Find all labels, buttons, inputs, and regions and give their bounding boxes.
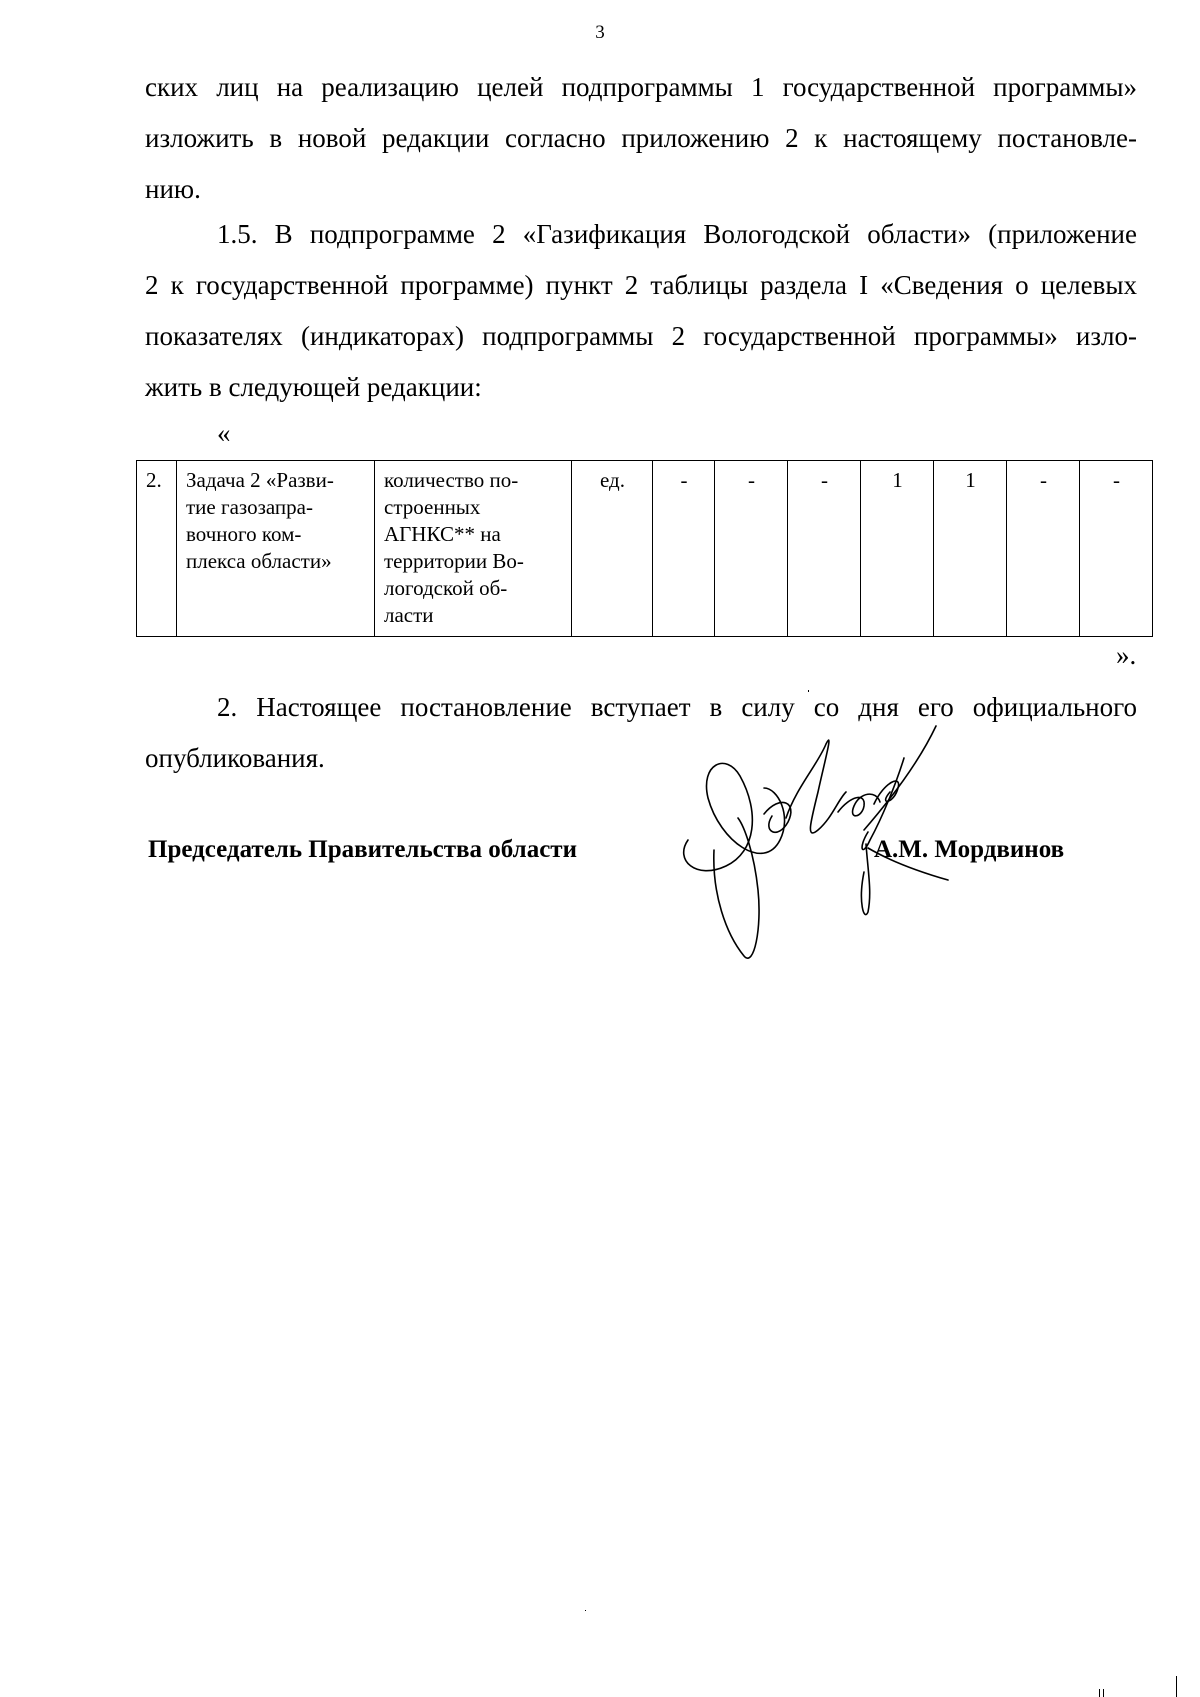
cell-line: количество по- — [384, 468, 519, 492]
text-line: 1.5. В подпрограмме 2 «Газификация Вологодской области» (приложение — [217, 219, 1137, 249]
unit-cell: ед. — [572, 461, 653, 637]
cell-line: вочного ком- — [186, 522, 302, 546]
indicator-table — [136, 460, 1153, 637]
table-open-quote: « — [217, 418, 231, 448]
value-cell: - — [653, 461, 715, 637]
scan-artifact — [1103, 1689, 1104, 1697]
value-cell: - — [715, 461, 788, 637]
scan-artifact — [1176, 1676, 1177, 1697]
cell-line: строенных — [384, 495, 481, 519]
text-line: жить в следующей редакции: — [145, 372, 482, 402]
cell-line: логодской об- — [384, 576, 508, 600]
row-number-cell: 2. — [137, 461, 177, 637]
cell-line: ласти — [384, 603, 434, 627]
indicator-cell — [375, 461, 572, 637]
cell-line: АГНКС** на — [384, 522, 501, 546]
signer-name: А.М. Мордвинов — [874, 836, 1065, 863]
paragraph-continuation — [145, 62, 1137, 215]
value-cell: - — [1007, 461, 1080, 637]
value-cell: 1 — [861, 461, 934, 637]
task-cell — [177, 461, 375, 637]
cell-line: тие газозапра- — [186, 495, 313, 519]
value-cell: - — [1080, 461, 1153, 637]
cell-line: территории Во- — [384, 549, 524, 573]
table-row — [137, 461, 1153, 637]
cell-line: плекса области» — [186, 549, 332, 573]
scan-artifact — [808, 690, 809, 692]
text-line: изложить в новой редакции согласно приложению 2 к настоящему постановле- — [145, 123, 1137, 153]
signature-title: Председатель Правительства области — [148, 836, 577, 863]
text-line: 2 к государственной программе) пункт 2 таблицы раздела I «Сведения о целевых — [145, 270, 1137, 300]
text-line: показателях (индикаторах) подпрограммы 2 государственной программы» изло- — [145, 321, 1137, 351]
text-line: опубликования. — [145, 743, 325, 773]
value-cell: - — [788, 461, 861, 637]
scan-artifact — [1099, 1689, 1100, 1697]
paragraph-item-1-5 — [145, 209, 1137, 413]
text-line: 2. Настоящее постановление вступает в силу со дня его официального — [217, 692, 1137, 722]
table-close-quote: ». — [1116, 640, 1137, 670]
cell-line: Задача 2 «Разви- — [186, 468, 334, 492]
paragraph-item-2 — [145, 682, 1137, 784]
scan-artifact — [585, 1610, 586, 1611]
page-number: 3 — [595, 22, 605, 43]
text-line: ских лиц на реализацию целей подпрограммы 1 государственной программы» — [145, 72, 1137, 102]
text-line: нию. — [145, 174, 201, 204]
value-cell: 1 — [934, 461, 1007, 637]
